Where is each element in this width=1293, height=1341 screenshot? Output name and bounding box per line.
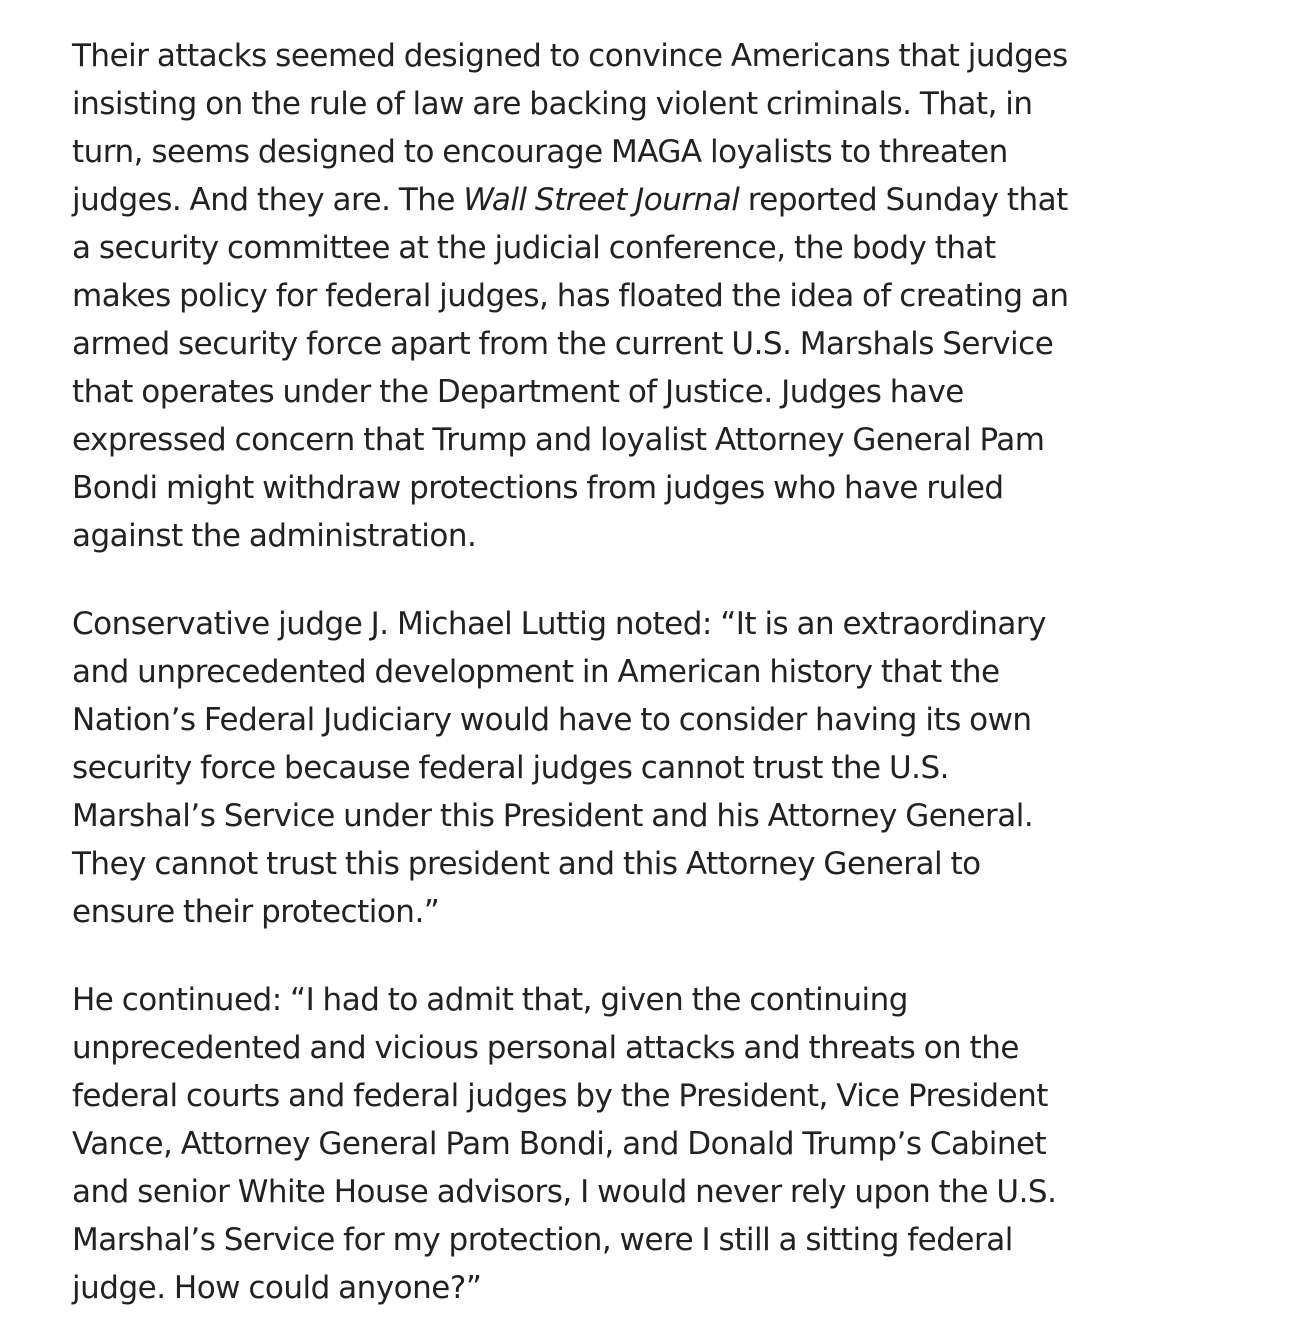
article-body [72, 32, 1192, 1312]
text-line: insisting on the rule of law are backing violent criminals. That, in [72, 86, 1033, 122]
text-line: Conservative judge J. Michael Luttig noted: “It is an extraordinary [72, 606, 1047, 642]
text-line: against the administration. [72, 518, 477, 554]
text-line: Marshal’s Service for my protection, were I still a sitting federal [72, 1222, 1013, 1258]
text-line: Bondi might withdraw protections from judges who have ruled [72, 470, 1004, 506]
paragraph-2 [72, 600, 1192, 936]
text-line: unprecedented and vicious personal attacks and threats on the [72, 1030, 1019, 1066]
paragraph-3 [72, 976, 1192, 1312]
text-line: He continued: “I had to admit that, given the continuing [72, 982, 908, 1018]
text-line: Their attacks seemed designed to convince Americans that judges [72, 38, 1068, 74]
paragraph-1 [72, 32, 1192, 560]
text-line [72, 176, 1192, 224]
text-line: judge. How could anyone?” [72, 1270, 482, 1306]
text-line: ensure their protection.” [72, 894, 440, 930]
text-line: armed security force apart from the current U.S. Marshals Service [72, 326, 1054, 362]
text-line: security force because federal judges cannot trust the U.S. [72, 750, 950, 786]
text-line: and senior White House advisors, I would never rely upon the U.S. [72, 1174, 1057, 1210]
publication-name: Wall Street Journal [463, 182, 740, 218]
text-line: and unprecedented development in American history that the [72, 654, 1000, 690]
text-line: They cannot trust this president and this Attorney General to [72, 846, 981, 882]
text-line: turn, seems designed to encourage MAGA loyalists to threaten [72, 134, 1008, 170]
text-line: federal courts and federal judges by the President, Vice President [72, 1078, 1048, 1114]
text-segment: judges. And they are. The [72, 182, 464, 218]
text-line: a security committee at the judicial conference, the body that [72, 230, 996, 266]
text-segment: reported Sunday that [739, 182, 1068, 218]
text-line: Vance, Attorney General Pam Bondi, and Donald Trump’s Cabinet [72, 1126, 1047, 1162]
text-line: makes policy for federal judges, has floated the idea of creating an [72, 278, 1069, 314]
text-line: expressed concern that Trump and loyalist Attorney General Pam [72, 422, 1045, 458]
text-line: Marshal’s Service under this President and his Attorney General. [72, 798, 1034, 834]
text-line: Nation’s Federal Judiciary would have to consider having its own [72, 702, 1032, 738]
text-line: that operates under the Department of Justice. Judges have [72, 374, 964, 410]
